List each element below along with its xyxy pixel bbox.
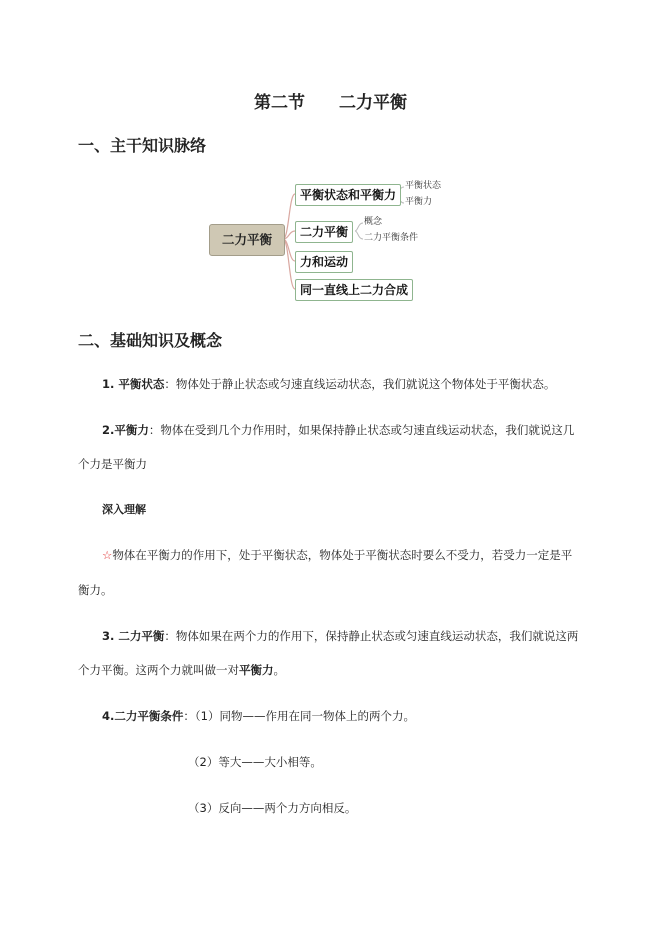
page-title (0, 88, 661, 113)
item4-condition-3: （3）反向——两个力方向相反。 (188, 801, 357, 815)
mind-map-branch-two-force-balance: 二力平衡 (295, 221, 353, 243)
section2-heading: 二、基础知识及概念 (78, 331, 223, 350)
item1-number: 1. (102, 377, 119, 391)
item3-text-line2: 个力平衡。这两个力就叫做一对 (78, 663, 239, 677)
mind-map-leaf-balance-state: 平衡状态 (405, 181, 442, 191)
item4-number: 4. (102, 709, 115, 723)
mind-map-branch-force-motion: 力和运动 (295, 251, 353, 273)
mind-map-branch-balance-state-force: 平衡状态和平衡力 (295, 184, 401, 206)
item1-term: 平衡状态 (118, 377, 165, 391)
item2-term: 平衡力 (114, 423, 149, 437)
deep-text-line1: 物体在平衡力的作用下，处于平衡状态，物体处于平衡状态时要么不受力，若受力一定是平 (112, 548, 573, 562)
item2-line1 (102, 420, 574, 440)
title-topic: 二力平衡 (339, 93, 407, 113)
star-icon: ☆ (102, 548, 113, 562)
mind-map-leaf-balance-condition: 二力平衡条件 (364, 233, 419, 243)
mind-map-branch-force-composition: 同一直线上二力合成 (295, 279, 413, 301)
item1-paragraph (102, 374, 555, 394)
item1-text: ：物体处于静止状态或匀速直线运动状态，我们就说这个物体处于平衡状态。 (164, 377, 556, 391)
section1-heading: 一、主干知识脉络 (78, 136, 207, 155)
item3-text-end: 。 (273, 663, 285, 677)
item4-condition-2: （2）等大——大小相等。 (188, 755, 322, 769)
deep-understanding-label: 深入理解 (102, 503, 146, 516)
item3-balance-force-term: 平衡力 (239, 663, 274, 677)
item4-condition-1: ：（1）同物——作用在同一物体上的两个力。 (183, 709, 415, 723)
item3-term: 二力平衡 (118, 629, 165, 643)
item3-line2 (78, 660, 285, 680)
item2-number: 2. (102, 423, 115, 437)
deep-text-line2: 衡力。 (78, 583, 113, 597)
item2-text-line1: ：物体在受到几个力作用时，如果保持静止状态或匀速直线运动状态，我们就说这几 (148, 423, 575, 437)
item4-term: 二力平衡条件 (114, 709, 184, 723)
item3-line1 (102, 626, 578, 646)
mind-map (209, 172, 459, 302)
item4-line1 (102, 706, 415, 726)
mind-map-leaf-concept: 概念 (364, 217, 383, 227)
mind-map-leaf-balance-force: 平衡力 (405, 197, 433, 207)
item2-text-line2: 个力是平衡力 (78, 457, 147, 471)
title-section-number: 第二节 (254, 93, 305, 113)
mind-map-root: 二力平衡 (209, 224, 285, 256)
deep-line1 (102, 545, 572, 565)
item3-text-line1: ：物体如果在两个力的作用下，保持静止状态或匀速直线运动状态，我们就说这两 (164, 629, 579, 643)
item3-number: 3. (102, 629, 119, 643)
